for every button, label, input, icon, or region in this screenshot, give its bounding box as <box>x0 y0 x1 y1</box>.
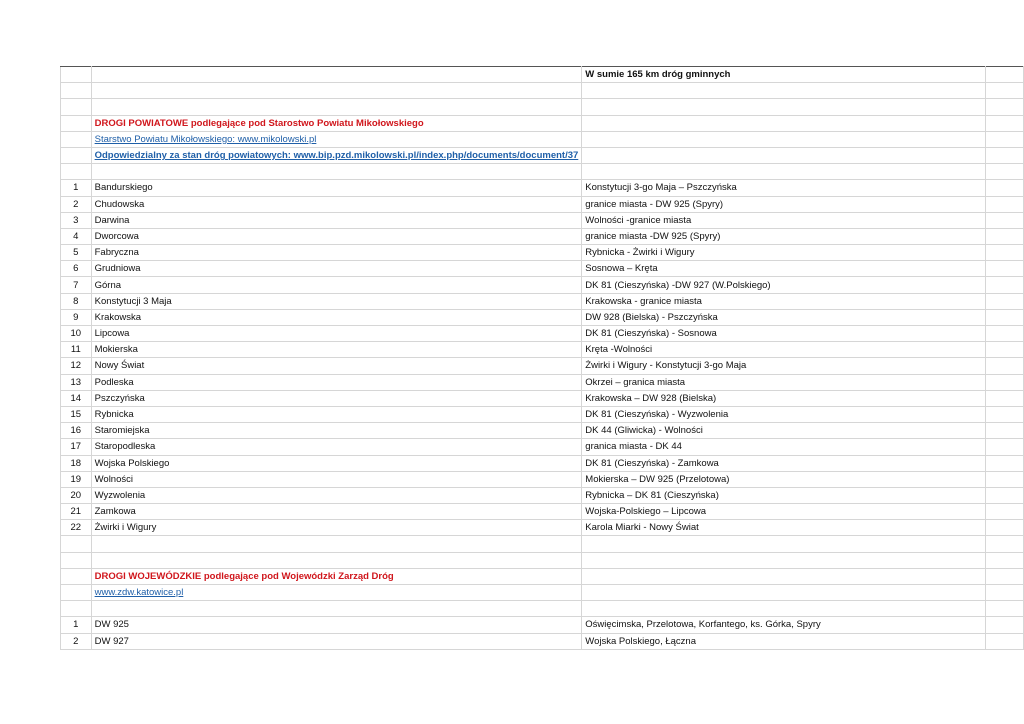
street-name: Chudowska <box>94 198 145 210</box>
cell[interactable] <box>582 406 985 422</box>
table-row <box>61 309 1024 325</box>
cell[interactable] <box>582 180 985 196</box>
street-name: Górna <box>94 279 122 291</box>
cell[interactable] <box>582 520 985 536</box>
cell[interactable] <box>985 342 1024 358</box>
sheet-row <box>61 83 1024 99</box>
table-row <box>61 439 1024 455</box>
woj-link[interactable]: www.zdw.katowice.pl <box>94 587 184 599</box>
cell[interactable] <box>61 520 92 536</box>
cell[interactable] <box>985 633 1024 649</box>
cell[interactable] <box>582 309 985 325</box>
cell[interactable] <box>91 504 582 520</box>
table-row <box>61 326 1024 342</box>
table-row <box>61 196 1024 212</box>
cell[interactable] <box>91 374 582 390</box>
cell[interactable] <box>582 455 985 471</box>
cell[interactable] <box>61 568 92 584</box>
row-number: 14 <box>70 392 82 404</box>
cell[interactable] <box>582 536 985 552</box>
cell[interactable] <box>582 358 985 374</box>
row-number: 19 <box>70 473 82 485</box>
road-section: granica miasta - DK 44 <box>585 441 682 453</box>
spreadsheet <box>60 66 1024 650</box>
cell[interactable] <box>61 617 92 633</box>
woj-heading-rest: podlegające pod Wojewódzki Zarząd Dróg <box>201 570 394 582</box>
cell[interactable] <box>91 147 582 163</box>
cell[interactable] <box>61 83 92 99</box>
table-row <box>61 261 1024 277</box>
cell[interactable] <box>61 439 92 455</box>
cell[interactable] <box>61 487 92 503</box>
road-section: DW 928 (Bielska) - Pszczyńska <box>585 311 718 323</box>
cell[interactable] <box>91 180 582 196</box>
cell[interactable] <box>985 471 1024 487</box>
table-row <box>61 358 1024 374</box>
cell[interactable] <box>582 326 985 342</box>
cell[interactable] <box>582 245 985 261</box>
street-name: Żwirki i Wigury <box>94 522 157 534</box>
road-section: Wojska-Polskiego – Lipcowa <box>585 506 707 518</box>
cell[interactable] <box>61 326 92 342</box>
street-name: Wyzwolenia <box>94 489 146 501</box>
cell[interactable] <box>582 99 985 115</box>
cell[interactable] <box>985 374 1024 390</box>
table-row <box>61 471 1024 487</box>
cell[interactable] <box>985 487 1024 503</box>
row-number: 2 <box>73 635 79 647</box>
cell[interactable] <box>582 633 985 649</box>
powiat-link[interactable]: Starstwo Powiatu Mikołowskiego: www.mikolowski.pl <box>94 133 317 145</box>
table-row <box>61 228 1024 244</box>
cell[interactable] <box>61 455 92 471</box>
cell[interactable] <box>985 293 1024 309</box>
row-number: 22 <box>70 522 82 534</box>
cell[interactable] <box>91 115 582 131</box>
street-name: Bandurskiego <box>94 182 153 194</box>
cell[interactable] <box>582 601 985 617</box>
street-name: Dworcowa <box>94 230 139 242</box>
cell[interactable] <box>91 83 582 99</box>
street-name: Rybnicka <box>94 409 134 421</box>
summary-row <box>61 67 1024 83</box>
row-number: 8 <box>73 295 79 307</box>
cell[interactable] <box>91 196 582 212</box>
road-section: Żwirki i Wigury - Konstytucji 3-go Maja <box>585 360 747 372</box>
powiat-heading: DROGI POWIATOWE <box>94 117 189 129</box>
cell[interactable] <box>985 423 1024 439</box>
cell[interactable] <box>91 455 582 471</box>
row-number: 21 <box>70 506 82 518</box>
cell[interactable] <box>61 147 92 163</box>
row-number: 10 <box>70 328 82 340</box>
street-name: Nowy Świat <box>94 360 145 372</box>
cell[interactable] <box>91 423 582 439</box>
cell[interactable] <box>985 504 1024 520</box>
cell[interactable] <box>582 83 985 99</box>
cell[interactable] <box>91 552 582 568</box>
cell[interactable] <box>61 164 92 180</box>
road-section: Rybnicka - Żwirki i Wigury <box>585 247 695 259</box>
sheet-row <box>61 552 1024 568</box>
table-row <box>61 390 1024 406</box>
row-number: 15 <box>70 409 82 421</box>
cell[interactable] <box>61 115 92 131</box>
cell[interactable] <box>91 212 582 228</box>
row-number: 4 <box>73 230 79 242</box>
cell[interactable] <box>91 245 582 261</box>
cell[interactable] <box>91 293 582 309</box>
cell[interactable] <box>985 536 1024 552</box>
cell[interactable] <box>91 617 582 633</box>
cell[interactable] <box>985 406 1024 422</box>
table-row <box>61 374 1024 390</box>
road-section: Mokierska – DW 925 (Przelotowa) <box>585 473 730 485</box>
row-number: 18 <box>70 457 82 469</box>
street-name: Konstytucji 3 Maja <box>94 295 172 307</box>
row-number: 16 <box>70 425 82 437</box>
sheet-row <box>61 164 1024 180</box>
row-number: 13 <box>70 376 82 388</box>
table-row <box>61 293 1024 309</box>
cell[interactable] <box>582 212 985 228</box>
table-row <box>61 487 1024 503</box>
cell[interactable] <box>91 67 582 83</box>
cell[interactable] <box>985 67 1024 83</box>
cell[interactable] <box>91 342 582 358</box>
row-number: 6 <box>73 263 79 275</box>
sheet-row <box>61 601 1024 617</box>
cell[interactable] <box>582 196 985 212</box>
cell[interactable] <box>91 228 582 244</box>
table-row <box>61 633 1024 649</box>
street-name: Mokierska <box>94 344 138 356</box>
row-number: 1 <box>73 182 79 194</box>
street-name: Fabryczna <box>94 247 139 259</box>
table-row <box>61 520 1024 536</box>
cell[interactable] <box>582 147 985 163</box>
sheet-row <box>61 147 1024 163</box>
cell[interactable] <box>61 196 92 212</box>
street-name: Wolności <box>94 473 133 485</box>
street-name: Zamkowa <box>94 506 136 518</box>
cell[interactable] <box>91 601 582 617</box>
cell[interactable] <box>985 390 1024 406</box>
road-section: Rybnicka – DK 81 (Cieszyńska) <box>585 489 719 501</box>
cell[interactable] <box>582 67 985 83</box>
summary-text: W sumie 165 km dróg gminnych <box>585 69 731 81</box>
powiat-heading-row <box>61 115 1024 131</box>
sheet-row <box>61 536 1024 552</box>
row-number: 1 <box>73 619 79 631</box>
street-name: Krakowska <box>94 311 142 323</box>
row-number: 5 <box>73 247 79 259</box>
road-section: Karola Miarki - Nowy Świat <box>585 522 699 534</box>
cell[interactable] <box>985 245 1024 261</box>
street-name: Staropodleska <box>94 441 156 453</box>
road-section: granice miasta -DW 925 (Spyry) <box>585 230 721 242</box>
table-row <box>61 504 1024 520</box>
table-row <box>61 423 1024 439</box>
cell[interactable] <box>985 212 1024 228</box>
cell[interactable] <box>582 293 985 309</box>
cell[interactable] <box>61 601 92 617</box>
sheet-row <box>61 131 1024 147</box>
row-number: 12 <box>70 360 82 372</box>
sheet-row <box>61 585 1024 601</box>
cell[interactable] <box>61 131 92 147</box>
cell[interactable] <box>582 131 985 147</box>
cell[interactable] <box>582 228 985 244</box>
cell[interactable] <box>61 471 92 487</box>
cell[interactable] <box>985 455 1024 471</box>
cell[interactable] <box>61 423 92 439</box>
cell[interactable] <box>582 374 985 390</box>
cell[interactable] <box>985 585 1024 601</box>
row-number: 17 <box>70 441 82 453</box>
sheet-row <box>61 99 1024 115</box>
road-section: Sosnowa – Kręta <box>585 263 658 275</box>
cell[interactable] <box>91 633 582 649</box>
cell[interactable] <box>582 277 985 293</box>
row-number: 2 <box>73 198 79 210</box>
cell[interactable] <box>61 374 92 390</box>
street-name: Podleska <box>94 376 134 388</box>
cell[interactable] <box>582 439 985 455</box>
woj-heading: DROGI WOJEWÓDZKIE <box>94 570 202 582</box>
cell[interactable] <box>61 406 92 422</box>
powiat-heading-rest: podlegające pod Starostwo Powiatu Mikołowskiego <box>188 117 424 129</box>
cell[interactable] <box>582 390 985 406</box>
cell[interactable] <box>61 536 92 552</box>
cell[interactable] <box>91 520 582 536</box>
road-section: granice miasta - DW 925 (Spyry) <box>585 198 724 210</box>
cell[interactable] <box>91 164 582 180</box>
cell[interactable] <box>61 245 92 261</box>
road-section: DK 81 (Cieszyńska) - Sosnowa <box>585 328 717 340</box>
cell[interactable] <box>985 358 1024 374</box>
cell[interactable] <box>985 439 1024 455</box>
cell[interactable] <box>91 390 582 406</box>
table-row <box>61 245 1024 261</box>
cell[interactable] <box>61 212 92 228</box>
row-number: 9 <box>73 311 79 323</box>
street-name: Pszczyńska <box>94 392 145 404</box>
road-section: DK 81 (Cieszyńska) -DW 927 (W.Polskiego) <box>585 279 771 291</box>
street-name: Darwina <box>94 214 130 226</box>
cell[interactable] <box>91 536 582 552</box>
cell[interactable] <box>61 293 92 309</box>
table-row <box>61 180 1024 196</box>
cell[interactable] <box>91 277 582 293</box>
cell[interactable] <box>61 309 92 325</box>
cell[interactable] <box>91 471 582 487</box>
road-streets: Oświęcimska, Przelotowa, Korfantego, ks. Górka, Spyry <box>585 619 821 631</box>
cell[interactable] <box>985 277 1024 293</box>
cell[interactable] <box>91 487 582 503</box>
cell[interactable] <box>985 180 1024 196</box>
cell[interactable] <box>91 99 582 115</box>
road-section: Konstytucji 3-go Maja – Pszczyńska <box>585 182 737 194</box>
woj-heading-row <box>61 568 1024 584</box>
cell[interactable] <box>985 309 1024 325</box>
cell[interactable] <box>61 342 92 358</box>
road-section: DK 81 (Cieszyńska) - Zamkowa <box>585 457 719 469</box>
table-row <box>61 342 1024 358</box>
cell[interactable] <box>985 83 1024 99</box>
table-row <box>61 406 1024 422</box>
road-section: Okrzei – granica miasta <box>585 376 686 388</box>
cell[interactable] <box>985 601 1024 617</box>
row-number: 7 <box>73 279 79 291</box>
cell[interactable] <box>985 196 1024 212</box>
cell[interactable] <box>985 261 1024 277</box>
cell[interactable] <box>61 67 92 83</box>
cell[interactable] <box>61 180 92 196</box>
cell[interactable] <box>985 568 1024 584</box>
cell[interactable] <box>985 552 1024 568</box>
cell[interactable] <box>582 504 985 520</box>
cell[interactable] <box>985 99 1024 115</box>
row-number: 11 <box>70 344 81 356</box>
cell[interactable] <box>61 277 92 293</box>
table-row <box>61 455 1024 471</box>
cell[interactable] <box>582 487 985 503</box>
cell[interactable] <box>91 261 582 277</box>
cell[interactable] <box>985 115 1024 131</box>
cell[interactable] <box>91 439 582 455</box>
table-row <box>61 617 1024 633</box>
road-section: Wolności -granice miasta <box>585 214 692 226</box>
row-number: 3 <box>73 214 79 226</box>
cell[interactable] <box>582 261 985 277</box>
street-name: Grudniowa <box>94 263 141 275</box>
cell[interactable] <box>91 131 582 147</box>
cell[interactable] <box>985 228 1024 244</box>
cell[interactable] <box>91 309 582 325</box>
cell[interactable] <box>91 568 582 584</box>
cell[interactable] <box>985 326 1024 342</box>
cell[interactable] <box>582 471 985 487</box>
cell[interactable] <box>61 228 92 244</box>
cell[interactable] <box>582 342 985 358</box>
cell[interactable] <box>61 390 92 406</box>
cell[interactable] <box>985 617 1024 633</box>
table-row <box>61 212 1024 228</box>
cell[interactable] <box>582 552 985 568</box>
road-section: DK 44 (Gliwicka) - Wolności <box>585 425 703 437</box>
cell[interactable] <box>985 147 1024 163</box>
cell[interactable] <box>985 131 1024 147</box>
cell[interactable] <box>985 164 1024 180</box>
road-section: Krakowska - granice miasta <box>585 295 702 307</box>
cell[interactable] <box>61 633 92 649</box>
street-name: Wojska Polskiego <box>94 457 170 469</box>
cell[interactable] <box>582 568 985 584</box>
cell[interactable] <box>61 358 92 374</box>
powiat-bip-link[interactable]: Odpowiedzialny za stan dróg powiatowych: www.bip.pzd.mikolowski.pl/index.php/documents/document/37 <box>94 150 579 162</box>
cell[interactable] <box>582 585 985 601</box>
cell[interactable] <box>582 423 985 439</box>
road-section: Kręta -Wolności <box>585 344 653 356</box>
cell[interactable] <box>582 617 985 633</box>
street-name: Staromiejska <box>94 425 150 437</box>
cell[interactable] <box>61 504 92 520</box>
cell[interactable] <box>582 164 985 180</box>
cell[interactable] <box>61 99 92 115</box>
street-name: Lipcowa <box>94 328 130 340</box>
cell[interactable] <box>91 326 582 342</box>
cell[interactable] <box>582 115 985 131</box>
cell[interactable] <box>985 520 1024 536</box>
cell[interactable] <box>61 552 92 568</box>
road-name: DW 927 <box>94 635 129 647</box>
cell[interactable] <box>61 585 92 601</box>
row-number: 20 <box>70 489 82 501</box>
table-row <box>61 277 1024 293</box>
road-section: DK 81 (Cieszyńska) - Wyzwolenia <box>585 409 729 421</box>
road-section: Krakowska – DW 928 (Bielska) <box>585 392 717 404</box>
cell[interactable] <box>91 358 582 374</box>
road-name: DW 925 <box>94 619 129 631</box>
cell[interactable] <box>61 261 92 277</box>
cell[interactable] <box>91 585 582 601</box>
cell[interactable] <box>91 406 582 422</box>
road-streets: Wojska Polskiego, Łączna <box>585 635 696 647</box>
